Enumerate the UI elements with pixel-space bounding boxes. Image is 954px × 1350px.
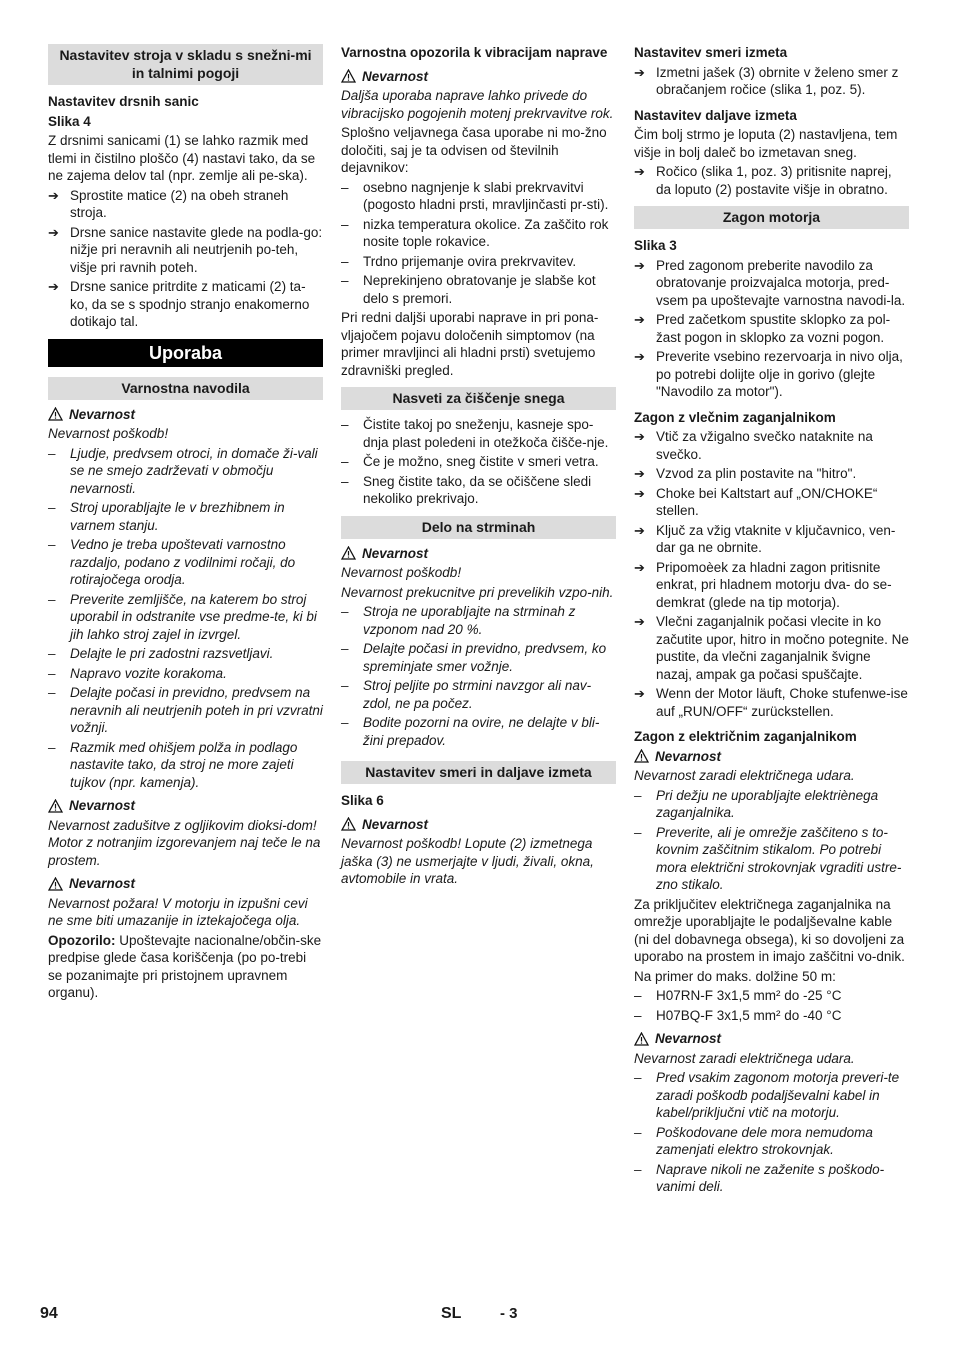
language-code: SL bbox=[441, 1305, 462, 1322]
warning-heading bbox=[634, 748, 909, 766]
subheading: Nastavitev drsnih sanic bbox=[48, 94, 199, 109]
warning-triangle-icon bbox=[341, 69, 356, 83]
warning-label: Nevarnost bbox=[69, 406, 136, 422]
list-item: – Če je možno, sneg čistite v smeri vetra. bbox=[341, 453, 616, 471]
warning-list bbox=[634, 1069, 909, 1196]
list-item: – Sneg čistite tako, da se očiščene sledi nekoliko prekrivajo. bbox=[341, 473, 616, 508]
step-item: ➔ Wenn der Motor läuft, Choke stufenwe-ise auf „RUN/OFF“ zurückstellen. bbox=[634, 685, 909, 720]
list-item: – Preverite, ali je omrežje zaščiteno s to-kovnim zaščitnim stikalom. Po potrebi mora električni strokovnjak vgraditi ustre-zno stikalo. bbox=[634, 824, 909, 894]
paragraph: Z drsnimi sanicami (1) se lahko razmik med tlemi in čistilno ploščo (4) nastavi tako, da se ne zajema delov tal (npr. zemlje ali pe-ska). bbox=[48, 133, 316, 183]
section-title: Varnostna navodila bbox=[48, 377, 323, 400]
list-item: – Pri dežju ne uporabljajte elektriènega zaganjalnika. bbox=[634, 787, 909, 822]
warning-triangle-icon bbox=[341, 817, 356, 831]
subheading: Varnostna opozorila k vibracijam naprave bbox=[341, 45, 608, 60]
warning-triangle-icon bbox=[48, 877, 63, 891]
warning-list bbox=[341, 603, 616, 749]
section-page-number: - 3 bbox=[500, 1305, 518, 1322]
subheading: Nastavitev smeri izmeta bbox=[634, 45, 788, 60]
warning-heading bbox=[341, 68, 616, 86]
step-item: ➔ Choke bei Kaltstart auf „ON/CHOKE“ stellen. bbox=[634, 485, 909, 520]
step-item: ➔ Vtič za vžigalno svečko nataknite na svečko. bbox=[634, 428, 909, 463]
warning-triangle-icon bbox=[634, 749, 649, 763]
warning-triangle-icon bbox=[341, 546, 356, 560]
warning-list bbox=[48, 445, 323, 792]
warning-triangle-icon bbox=[48, 407, 63, 421]
section-title: Nastavitev stroja v skladu s snežni-mi in talnimi pogoji bbox=[48, 44, 323, 85]
factor-list bbox=[341, 179, 616, 308]
figure-ref: Slika 4 bbox=[48, 113, 91, 129]
list-item: – H07BQ-F 3x1,5 mm² do -40 °C bbox=[634, 1007, 909, 1025]
step-item: ➔ Vlečni zaganjalnik počasi vlecite in ko začutite upor, hitro in močno potegnite. Ne pustite, da vlečni zaganjalnik švigne nazaj, ampak ga počasi spuščajte. bbox=[634, 613, 909, 683]
list-item: – Stroj uporabljajte le v brezhibnem in varnem stanju. bbox=[48, 499, 323, 534]
column-right bbox=[634, 44, 909, 1198]
page-number: 94 bbox=[40, 1305, 58, 1322]
step-item: ➔ Vzvod za plin postavite na "hitro". bbox=[634, 465, 909, 483]
warning-label: Nevarnost bbox=[69, 798, 136, 813]
step-item: ➔ Pred zagonom preberite navodilo za obratovanje proizvajalca motorja, pred-vsem pa upoštevajte varnostna navodi-la. bbox=[634, 257, 909, 310]
list-item: – Razmik med ohišjem polža in podlago nastavite tako, da stroj ne more zajeti tujkov (npr. kamenja). bbox=[48, 739, 323, 792]
list-item: – Trdno prijemanje ovira prekrvavitev. bbox=[341, 253, 616, 271]
warning-heading bbox=[341, 816, 616, 834]
warning-label: Nevarnost bbox=[655, 748, 722, 764]
step-list bbox=[48, 187, 323, 331]
warning-text: Nevarnost poškodb! bbox=[341, 565, 462, 580]
subheading: Nastavitev daljave izmeta bbox=[634, 107, 797, 123]
warning-heading bbox=[634, 1030, 909, 1048]
list-item: – H07RN-F 3x1,5 mm² do -25 °C bbox=[634, 987, 909, 1005]
step-list bbox=[634, 257, 909, 401]
step-item: ➔ Ročico (slika 1, poz. 3) pritisnite naprej, da loputo (2) postavite višje in obratno. bbox=[634, 163, 909, 198]
warning-text: Nevarnost požara! V motorju in izpušni cevi ne sme biti umazanije in iztekajočega olja. bbox=[48, 895, 308, 928]
list-item: – Delajte počasi in previdno, predvsem, ko spreminjate smer vožnje. bbox=[341, 640, 616, 675]
warning-text: Nevarnost prekucnitve pri prevelikih vzpo-nih. bbox=[341, 584, 614, 600]
list-item: – Stroj peljite po strmini navzgor ali nav-zdol, ne pa počez. bbox=[341, 677, 616, 712]
paragraph: Na primer do maks. dolžine 50 m: bbox=[634, 968, 836, 984]
section-title: Nasveti za čiščenje snega bbox=[341, 387, 616, 410]
warning-label: Nevarnost bbox=[362, 545, 429, 561]
note-text: Upoštevajte nacionalne/občin-ske predpise glede časa koriščenja (po po-trebi se pozanimajte pri pristojnem upravnem organu). bbox=[48, 932, 322, 1000]
paragraph: Za priključitev električnega zaganjalnika na omrežje uporabljajte le podaljševalne kable (ni del dobavnega obsega), ki so dovoljeni za uporabo na prostem in imajo zaščitni vo-dnik. bbox=[634, 896, 905, 964]
paragraph: Splošno veljavnega časa uporabe ni mo-žno določiti, saj je ta odvisen od številnih dejavnikov: bbox=[341, 125, 607, 175]
paragraph: Čim bolj strmo je loputa (2) nastavljena, tem višje in bolj daleč bo izmetavan sneg. bbox=[634, 127, 898, 160]
warning-text: Nevarnost poškodb! bbox=[48, 426, 169, 441]
section-title: Nastavitev smeri in daljave izmeta bbox=[341, 761, 616, 784]
column-middle bbox=[341, 44, 616, 890]
list-item: – Bodite pozorni na ovire, ne delajte v bli-žini prepadov. bbox=[341, 714, 616, 749]
note-label: Opozorilo: bbox=[48, 932, 116, 948]
warning-triangle-icon bbox=[634, 1032, 649, 1046]
step-list bbox=[634, 163, 909, 198]
list-item: – Naprave nikoli ne zaženite s poškodo-vanimi deli. bbox=[634, 1161, 909, 1196]
warning-label: Nevarnost bbox=[362, 816, 429, 832]
warning-triangle-icon bbox=[48, 799, 63, 813]
subheading: Zagon z vlečnim zaganjalnikom bbox=[634, 409, 836, 425]
step-item: ➔ Pripomoèek za hladni zagon pritisnite enkrat, pri hladnem motorju dva- do se-demkrat (glede na tip motorja). bbox=[634, 559, 909, 612]
list-item: – Ljudje, predvsem otroci, in domače ži-vali se ne smejo zadrževati v območju nevarnosti. bbox=[48, 445, 323, 498]
warning-heading bbox=[48, 406, 323, 424]
warning-heading bbox=[341, 545, 616, 563]
note-paragraph bbox=[48, 932, 323, 1002]
step-item: ➔ Ključ za vžig vtaknite v ključavnico, ven-dar ga ne obrnite. bbox=[634, 522, 909, 557]
warning-label: Nevarnost bbox=[655, 1031, 722, 1046]
subheading: Zagon z električnim zaganjalnikom bbox=[634, 729, 857, 744]
list-item: – Poškodovane dele mora nemudoma zamenjati elektro strokovnjak. bbox=[634, 1124, 909, 1159]
list-item: – nizka temperatura okolice. Za zaščito rok nosite tople rokavice. bbox=[341, 216, 616, 251]
chapter-title: Uporaba bbox=[48, 339, 323, 367]
cable-list bbox=[634, 987, 909, 1024]
list-item: – Neprekinjeno obratovanje je slabše kot delo s premori. bbox=[341, 272, 616, 307]
list-item: – Delajte le pri zadostni razsvetljavi. bbox=[48, 645, 323, 663]
warning-text: Daljša uporaba naprave lahko privede do vibracijsko pogojenih motenj prekrvavitve rok. bbox=[341, 88, 614, 121]
list-item: – Čistite takoj po sneženju, kasneje spo-dnja plast poledeni in otežkoča čišče-nje. bbox=[341, 416, 616, 451]
step-item: ➔ Sprostite matice (2) na obeh straneh stroja. bbox=[48, 187, 323, 222]
paragraph: Pri redni daljši uporabi naprave in pri pona-vljajočem pojavu določenih simptomov (na primer mravljinci ali hladni prsti) svetujemo zdravniški pregled. bbox=[341, 310, 599, 378]
warning-label: Nevarnost bbox=[362, 68, 429, 84]
step-item: ➔ Preverite vsebino rezervoarja in nivo olja, po potrebi dolijte olje in gorivo (glejte "Navodilo za motor"). bbox=[634, 348, 909, 401]
step-list bbox=[634, 64, 909, 99]
warning-text: Nevarnost zadušitve z ogljikovim dioksi-dom! Motor z notranjim izgorevanjem naj teče le na prostem. bbox=[48, 817, 321, 868]
step-item: ➔ Drsne sanice pritrdite z maticami (2) ta-ko, da se s spodnjo stranjo enakomerno dotikajo tal. bbox=[48, 278, 323, 331]
step-item: ➔ Izmetni jašek (3) obrnite v želeno smer z obračanjem ročice (slika 1, poz. 5). bbox=[634, 64, 909, 99]
warning-heading bbox=[48, 875, 323, 893]
list-item: – Stroja ne uporabljajte na strminah z vzponom nad 20 %. bbox=[341, 603, 616, 638]
section-title: Delo na strminah bbox=[341, 516, 616, 539]
list-item: – Preverite zemljišče, na katerem bo stroj uporabil in odstranite vse predme-te, ki bi jih lahko stroj zajel in izvrgel. bbox=[48, 591, 323, 644]
list-item: – osebno nagnjenje k slabi prekrvavitvi (pogosto hladni prsti, mravljinčasti pr-sti). bbox=[341, 179, 616, 214]
list-item: – Napravo vozite korakoma. bbox=[48, 665, 323, 683]
list-item: – Delajte počasi in previdno, predvsem na neravnih ali neutrjenih poteh in pri vzvratni vožnji. bbox=[48, 684, 323, 737]
step-item: ➔ Drsne sanice nastavite glede na podla-go: nižje pri neravnih ali neutrjenih po-teh, višje pri ravnih poteh. bbox=[48, 224, 323, 277]
column-left bbox=[48, 44, 323, 1004]
figure-ref: Slika 3 bbox=[634, 238, 677, 253]
figure-ref: Slika 6 bbox=[341, 793, 384, 808]
list-item: – Pred vsakim zagonom motorja preveri-te zaradi poškodb podaljševalni kabel in kabel/priključni vtič na motorju. bbox=[634, 1069, 909, 1122]
list-item: – Vedno je treba upoštevati varnostno razdaljo, podano z vodilnimi ročaji, do rotirajočega orodja. bbox=[48, 536, 323, 589]
step-list bbox=[634, 428, 909, 720]
warning-heading bbox=[48, 797, 323, 815]
warning-label: Nevarnost bbox=[69, 876, 136, 891]
warning-text: Nevarnost poškodb! Lopute (2) izmetnega jaška (3) ne usmerjajte v ljudi, živali, okna, avtomobile in vrata. bbox=[341, 836, 594, 886]
warning-list bbox=[634, 787, 909, 894]
warning-text: Nevarnost zaradi električnega udara. bbox=[634, 1050, 855, 1066]
step-item: ➔ Pred začetkom spustite sklopko za pol-žast pogon in sklopko za vozni pogon. bbox=[634, 311, 909, 346]
warning-text: Nevarnost zaradi električnega udara. bbox=[634, 768, 855, 783]
section-title: Zagon motorja bbox=[634, 206, 909, 229]
tips-list bbox=[341, 416, 616, 508]
